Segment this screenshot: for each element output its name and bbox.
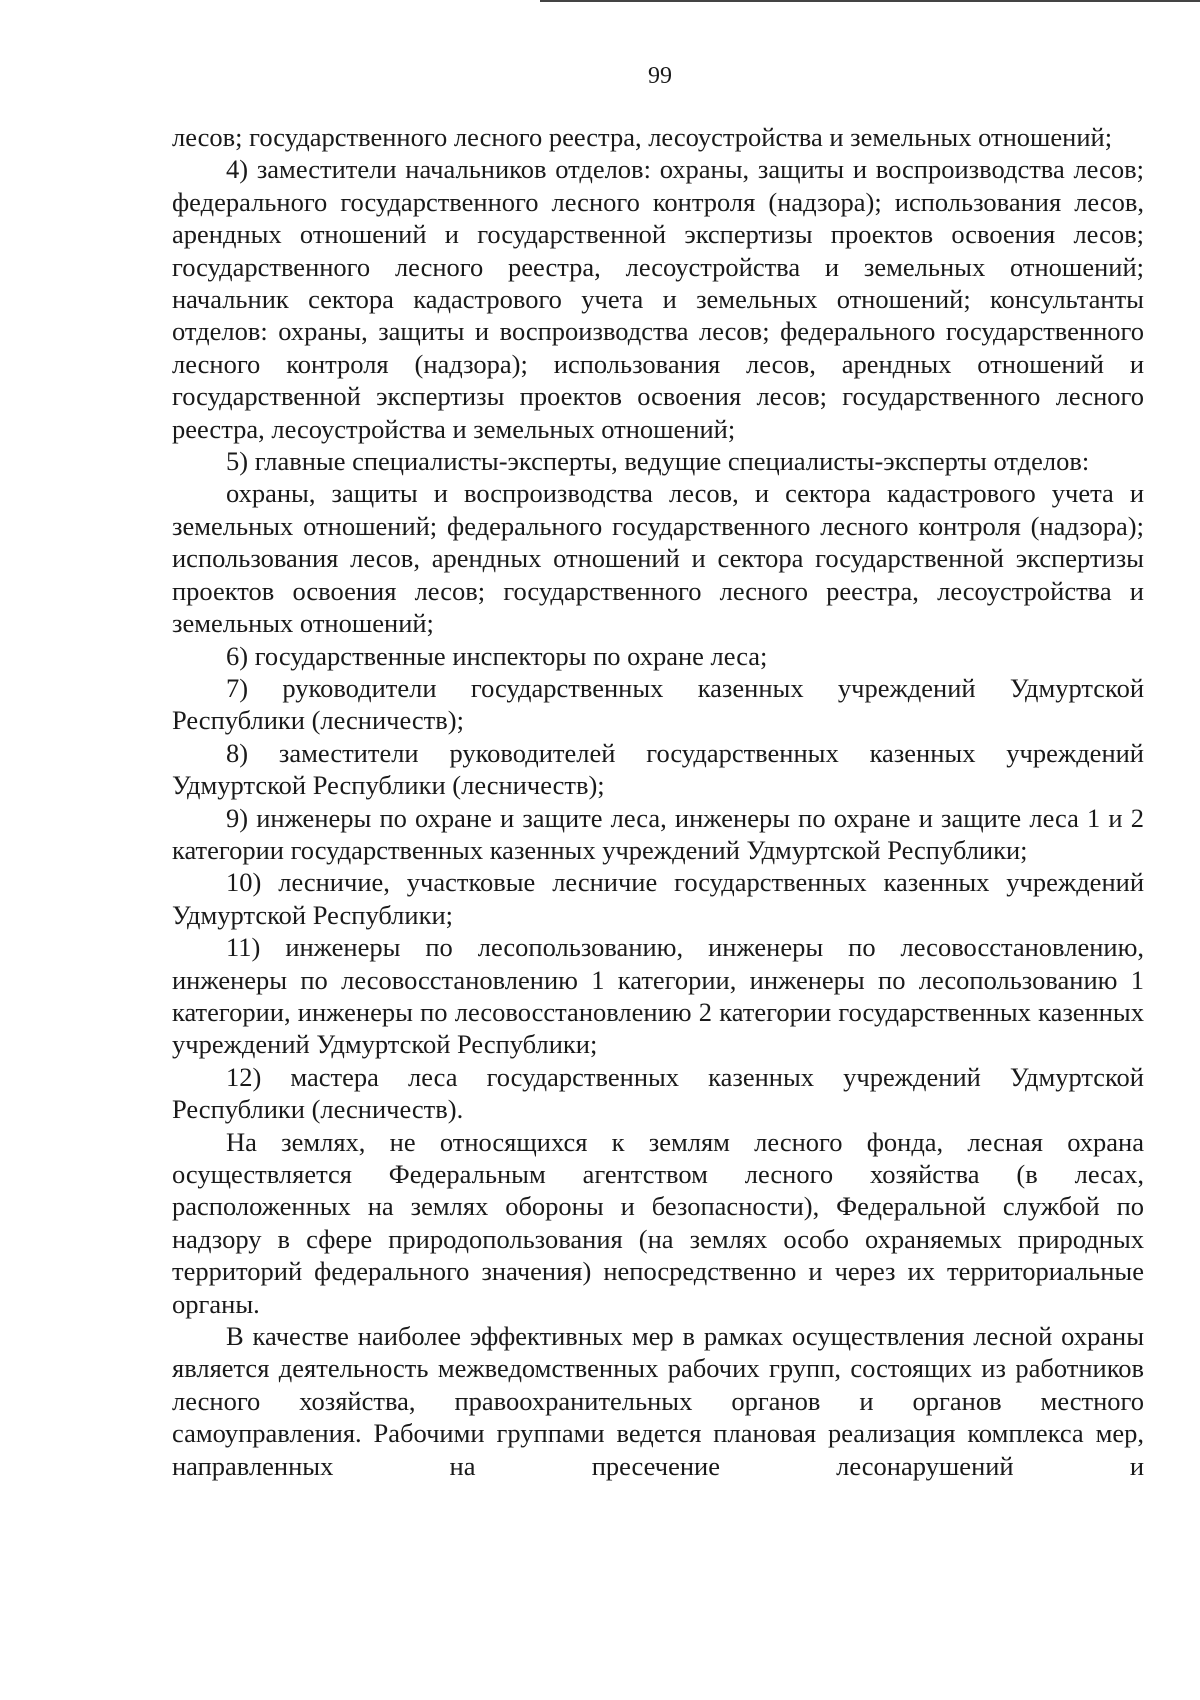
- paragraph-continuation: лесов; государственного лесного реестра, лесоустройства и земельных отношений;: [172, 122, 1113, 152]
- list-item-5: 5) главные специалисты-эксперты, ведущие специалисты-эксперты отделов:: [226, 446, 1090, 477]
- page-number: 99: [648, 63, 672, 89]
- list-item-8: 8) заместители руководителей государственных казенных учреждений Удмуртской Республики (лесничеств);: [172, 737, 1144, 801]
- list-item-5-detail: охраны, защиты и воспроизводства лесов, и сектора кадастрового учета и земельных отношений; федерального государственного лесного контроля (надзора); использования лесов, арендных отношений и сектора государственной экспертизы проектов освоения лесов; государственного лесного реестра, лесоустройства и земельных отношений;: [172, 478, 1144, 639]
- paragraph-working-groups: В качестве наиболее эффективных мер в рамках осуществления лесной охраны является деятельность межведомственных рабочих групп, состоящих из работников лесного хозяйства, правоохранительных органов и органов местного самоуправления. Рабочими группами ведется плановая реализация комплекса мер, направленных на пресечение лесонарушений и: [172, 1321, 1144, 1481]
- top-border-line: [540, 0, 1200, 2]
- list-item-9: 9) инженеры по охране и защите леса, инженеры по охране и защите леса 1 и 2 категории государственных казенных учреждений Удмуртской Республики;: [172, 802, 1144, 865]
- list-item-4: 4) заместители начальников отделов: охраны, защиты и воспроизводства лесов; федерального государственного лесного контроля (надзора); использования лесов, арендных отношений и государственной экспертизы проектов освоения лесов; государственного лесного реестра, лесоустройства и земельных отношений; начальник сектора кадастрового учета и земельных отношений; консультанты отделов: охраны, защиты и воспроизводства лесов; федерального государственного лесного контроля (надзора); использования лесов, арендных отношений и государственной экспертизы проектов освоения лесов; государственного лесного реестра, лесоустройства и земельных отношений;: [172, 154, 1144, 444]
- list-item-11: 11) инженеры по лесопользованию, инженеры по лесовосстановлению, инженеры по лесовосстановлению 1 категории, инженеры по лесопользованию 1 категории, инженеры по лесовосстановлению 2 категории государственных казенных учреждений Удмуртской Республики;: [172, 932, 1144, 1060]
- document-body: [172, 121, 1144, 1482]
- list-item-6: 6) государственные инспекторы по охране леса;: [226, 640, 768, 671]
- paragraph-non-forest-lands: На землях, не относящихся к землям лесного фонда, лесная охрана осуществляется Федеральным агентством лесного хозяйства (в лесах, расположенных на землях обороны и безопасности), Федеральной службой по надзору в сфере природопользования (на землях особо охраняемых природных территорий федерального значения) непосредственно и через их территориальные органы.: [172, 1126, 1144, 1319]
- list-item-12: 12) мастера леса государственных казенных учреждений Удмуртской Республики (лесничеств).: [172, 1061, 1144, 1125]
- list-item-10: 10) лесничие, участковые лесничие государственных казенных учреждений Удмуртской Республики;: [172, 867, 1144, 930]
- list-item-7: 7) руководители государственных казенных учреждений Удмуртской Республики (лесничеств);: [172, 672, 1144, 736]
